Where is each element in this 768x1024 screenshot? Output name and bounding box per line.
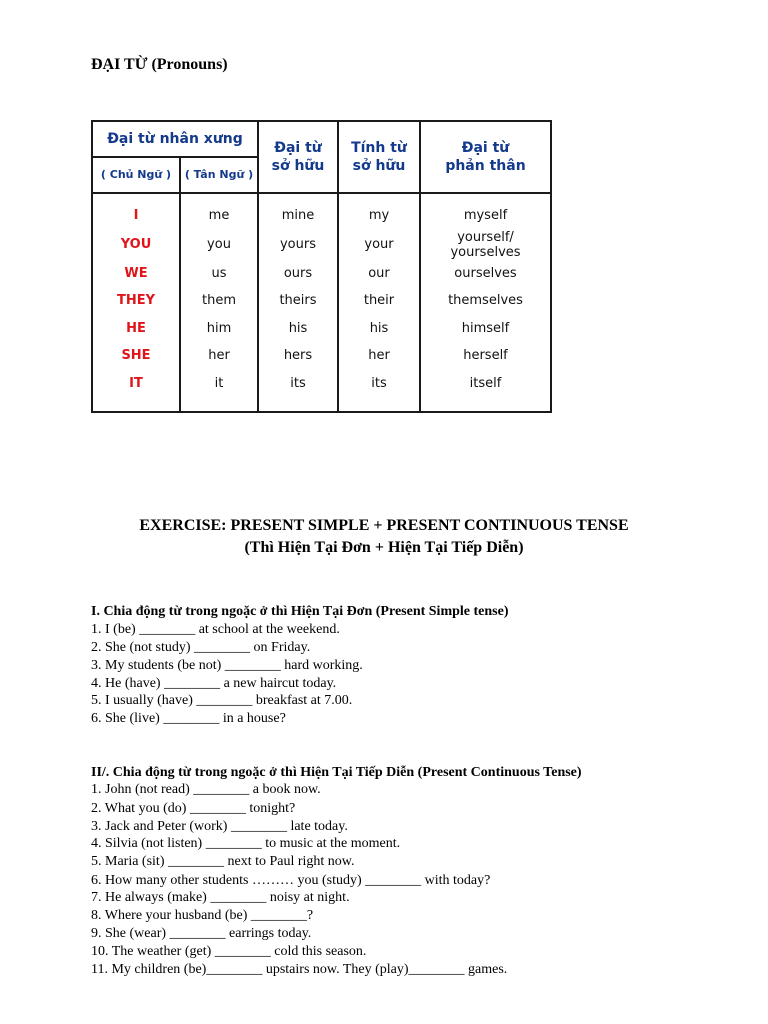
subject-pronoun-cell: IT xyxy=(92,370,180,413)
subject-pronoun-cell: WE xyxy=(92,260,180,288)
exercise-item: 3. Jack and Peter (work) ________ late today. xyxy=(91,819,348,834)
possessive-pronoun-cell: ours xyxy=(258,260,338,288)
exercise-item: 4. He (have) ________ a new haircut today. xyxy=(91,676,337,691)
possessive-adjective-cell: my xyxy=(338,193,420,230)
header-reflexive-pronoun: Đại từ phản thân xyxy=(420,121,551,193)
possessive-adjective-cell: our xyxy=(338,260,420,288)
object-pronoun-cell: her xyxy=(180,342,258,370)
object-pronoun-cell: me xyxy=(180,193,258,230)
object-pronoun-cell: him xyxy=(180,315,258,343)
subject-pronoun-cell: THEY xyxy=(92,287,180,315)
header-possessive-pronoun: Đại từ sở hữu xyxy=(258,121,338,193)
header-personal-pronoun: Đại từ nhân xưng xyxy=(92,121,258,157)
exercise-item: 1. John (not read) ________ a book now. xyxy=(91,782,321,797)
exercise-item: 9. She (wear) ________ earrings today. xyxy=(91,926,312,941)
possessive-adjective-cell: his xyxy=(338,315,420,343)
possessive-adjective-cell: her xyxy=(338,342,420,370)
exercise-item: 7. He always (make) ________ noisy at night. xyxy=(91,890,350,905)
exercise-subheading: (Thì Hiện Tại Đơn + Hiện Tại Tiếp Diễn) xyxy=(244,539,524,556)
possessive-pronoun-cell: theirs xyxy=(258,287,338,315)
subject-pronoun-cell: HE xyxy=(92,315,180,343)
section-2-title: II/. Chia động từ trong ngoặc ở thì Hiện Tại Tiếp Diễn (Present Continuous Tense) xyxy=(91,765,582,780)
exercise-item: 6. How many other students ……… you (study) ________ with today? xyxy=(91,873,491,888)
page-title: ĐẠI TỪ (Pronouns) xyxy=(91,56,228,73)
exercise-item: 8. Where your husband (be) ________? xyxy=(91,908,314,923)
exercise-item: 3. My students (be not) ________ hard working. xyxy=(91,658,363,673)
header-possessive-adjective: Tính từ sở hữu xyxy=(338,121,420,193)
subject-pronoun-cell: YOU xyxy=(92,230,180,260)
exercise-item: 5. I usually (have) ________ breakfast at 7.00. xyxy=(91,693,353,708)
possessive-pronoun-cell: mine xyxy=(258,193,338,230)
exercise-item: 4. Silvia (not listen) ________ to music at the moment. xyxy=(91,836,401,851)
subject-pronoun-cell: I xyxy=(92,193,180,230)
reflexive-pronoun-cell: myself xyxy=(420,193,551,230)
reflexive-pronoun-cell: herself xyxy=(420,342,551,370)
pronoun-table xyxy=(91,120,552,413)
table-row xyxy=(92,230,551,260)
possessive-pronoun-cell: hers xyxy=(258,342,338,370)
table-row xyxy=(92,287,551,315)
object-pronoun-cell: it xyxy=(180,370,258,413)
section-1-title: I. Chia động từ trong ngoặc ở thì Hiện Tại Đơn (Present Simple tense) xyxy=(91,604,509,619)
exercise-heading: EXERCISE: PRESENT SIMPLE + PRESENT CONTINUOUS TENSE xyxy=(139,517,629,534)
object-pronoun-cell: you xyxy=(180,230,258,260)
table-row xyxy=(92,260,551,288)
reflexive-pronoun-cell: yourself/ yourselves xyxy=(420,230,551,260)
object-pronoun-cell: them xyxy=(180,287,258,315)
table-row xyxy=(92,315,551,343)
possessive-pronoun-cell: yours xyxy=(258,230,338,260)
exercise-item: 2. She (not study) ________ on Friday. xyxy=(91,640,311,655)
header-object: ( Tân Ngữ ) xyxy=(180,157,258,193)
reflexive-pronoun-cell: himself xyxy=(420,315,551,343)
exercise-item: 11. My children (be)________ upstairs now. They (play)________ games. xyxy=(91,962,508,977)
table-row xyxy=(92,193,551,230)
object-pronoun-cell: us xyxy=(180,260,258,288)
exercise-item: 6. She (live) ________ in a house? xyxy=(91,711,286,726)
table-row xyxy=(92,370,551,413)
possessive-adjective-cell: its xyxy=(338,370,420,413)
subject-pronoun-cell: SHE xyxy=(92,342,180,370)
exercise-item: 1. I (be) ________ at school at the weekend. xyxy=(91,622,340,637)
possessive-pronoun-cell: its xyxy=(258,370,338,413)
exercise-item: 2. What you (do) ________ tonight? xyxy=(91,801,296,816)
table-row xyxy=(92,342,551,370)
header-subject: ( Chủ Ngữ ) xyxy=(92,157,180,193)
reflexive-pronoun-cell: themselves xyxy=(420,287,551,315)
exercise-item: 5. Maria (sit) ________ next to Paul right now. xyxy=(91,854,355,869)
possessive-adjective-cell: their xyxy=(338,287,420,315)
exercise-item: 10. The weather (get) ________ cold this season. xyxy=(91,944,367,959)
possessive-pronoun-cell: his xyxy=(258,315,338,343)
reflexive-pronoun-cell: itself xyxy=(420,370,551,413)
possessive-adjective-cell: your xyxy=(338,230,420,260)
reflexive-pronoun-cell: ourselves xyxy=(420,260,551,288)
